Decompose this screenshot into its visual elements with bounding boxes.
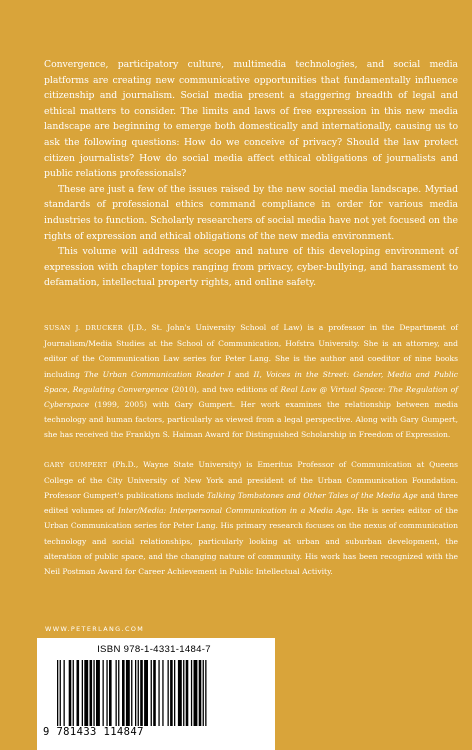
- blurb: [44, 57, 458, 291]
- bio-text: (J.D., St. John's University School of Law) is a professor in the Department of Journalism/Media Studies at the School of Communication, Hofstra University. She is an attorney, and editor of the Communication Law series for Peter Lang. She is the author and coeditor of nine books including: [44, 323, 458, 379]
- barcode-bar: [82, 660, 83, 726]
- barcode-bar: [199, 660, 202, 726]
- bio-gumpert: [44, 457, 458, 580]
- isbn-label: ISBN 978-1-4331-1484-7: [97, 644, 211, 655]
- barcode-bar: [158, 660, 159, 726]
- barcode-bar: [140, 660, 143, 726]
- barcode-bar: [183, 660, 184, 726]
- author-bios: [44, 320, 458, 593]
- bio-drucker: [44, 320, 458, 443]
- bio-text: (Ph.D., Wayne State University) is Emeritus Professor of Communication at Queens College of the City University of New York and president of the Urban Communication Foundation. Professor Gumpert's publications include: [44, 459, 458, 501]
- barcode-bar: [109, 660, 112, 726]
- barcode-bar: [138, 660, 139, 726]
- barcode-bar: [73, 660, 74, 726]
- bio-text: and three edited volumes of: [44, 491, 458, 516]
- barcode-bar: [69, 660, 72, 726]
- book-title: Talking Tombstones and Other Tales of the Media Age: [206, 491, 418, 501]
- bio-text: ,: [67, 384, 73, 394]
- book-title: II: [253, 369, 260, 379]
- barcode-bar: [122, 660, 125, 726]
- barcode-bar: [131, 660, 132, 726]
- barcode-bar: [168, 660, 169, 726]
- barcode-bar: [191, 660, 192, 726]
- barcode-bar: [135, 660, 136, 726]
- barcode-bar: [57, 660, 58, 726]
- author-name: SUSAN J. DRUCKER: [44, 324, 124, 332]
- barcode-bar: [162, 660, 163, 726]
- author-name: GARY GUMPERT: [44, 460, 108, 469]
- barcode-bar: [194, 660, 198, 726]
- barcode-bar: [116, 660, 117, 726]
- barcode-bar: [64, 660, 65, 726]
- barcode-bar: [174, 660, 175, 726]
- barcode-bar: [186, 660, 189, 726]
- blurb-paragraph-3: This volume will address the scope and nature of this developing environment of expression with chapter topics ranging from privacy, cyber-bullying, and harassment to defamation, intellectual property rights, and online safety.: [44, 246, 458, 289]
- barcode-bar: [93, 660, 94, 726]
- barcode-bar: [205, 660, 206, 726]
- bio-text: and: [230, 369, 254, 379]
- barcode-bar: [144, 660, 148, 726]
- book-title: Inter/Media: Interpersonal Communication in a Media Age: [117, 506, 352, 516]
- barcode-bar: [77, 660, 80, 726]
- barcode-icon: [57, 660, 255, 726]
- book-title: Regulating Convergence: [72, 384, 169, 394]
- publisher-website: WWW.PETERLANG.COM: [45, 625, 145, 633]
- bio-text: (2010), and two editions of: [168, 384, 281, 394]
- barcode-bar: [203, 660, 204, 726]
- barcode-bar: [118, 660, 119, 726]
- book-title: The Urban Communication Reader I: [84, 369, 231, 379]
- book-title: Real Law @ Virtual Space: The Regulation of Cyberspace: [44, 384, 458, 410]
- barcode-bar: [84, 660, 88, 726]
- bio-text: . He is series editor of the Urban Communication series for Peter Lang. His primary research focuses on the nexus of communication technology and social relationships, particularly looking at urban and suburban development, the alteration of public space, and the changing nature of community. His work has been recognized with the Neil Postman Award for Career Achievement in Public Intellectual Activity.: [44, 506, 458, 577]
- barcode-digits: 9 781433 114847: [43, 726, 144, 738]
- barcode-bar: [103, 660, 104, 726]
- barcode-bar: [178, 660, 182, 726]
- barcode-bar: [106, 660, 107, 726]
- barcode-bar: [151, 660, 152, 726]
- barcode-panel: [37, 638, 275, 750]
- barcode-bar: [60, 660, 61, 726]
- bio-text: (1999, 2005) with Gary Gumpert. Her work examines the relationship between media technology and human factors, particularly as viewed from a legal perspective. Along with Gary Gumpert, she has received the Franklyn S. Haiman Award for Distinguished Scholarship in Freedom of Expression.: [44, 400, 458, 440]
- barcode-bar: [96, 660, 100, 726]
- barcode-bar: [153, 660, 156, 726]
- barcode-bar: [126, 660, 130, 726]
- barcode-bar: [90, 660, 93, 726]
- barcode-bar: [170, 660, 173, 726]
- book-title: Voices in the Street: Gender, Media and Public Space: [44, 369, 459, 394]
- blurb-paragraph-2: These are just a few of the issues raised by the new social media landscape. Myriad standards of professional ethics command compliance in order for various media industries to function. Scholarly researchers of social media have not yet focused on the rights of expression and ethical obligations of the new media environment.: [44, 183, 458, 242]
- blurb-paragraph-1: Convergence, participatory culture, multimedia technologies, and social media platforms are creating new communicative opportunities that fundamentally influence citizenship and journalism. Social media present a staggering breadth of legal and ethical matters to consider. The limits and laws of free expression in this new media landscape are beginning to emerge both domestically and internationally, causing us to ask the following questions: How do we conceive of privacy? Should the law protect citizen journalists? How do social media affect ethical obligations of journalists and public relations professionals?: [44, 59, 458, 180]
- bio-text: ,: [259, 369, 266, 379]
